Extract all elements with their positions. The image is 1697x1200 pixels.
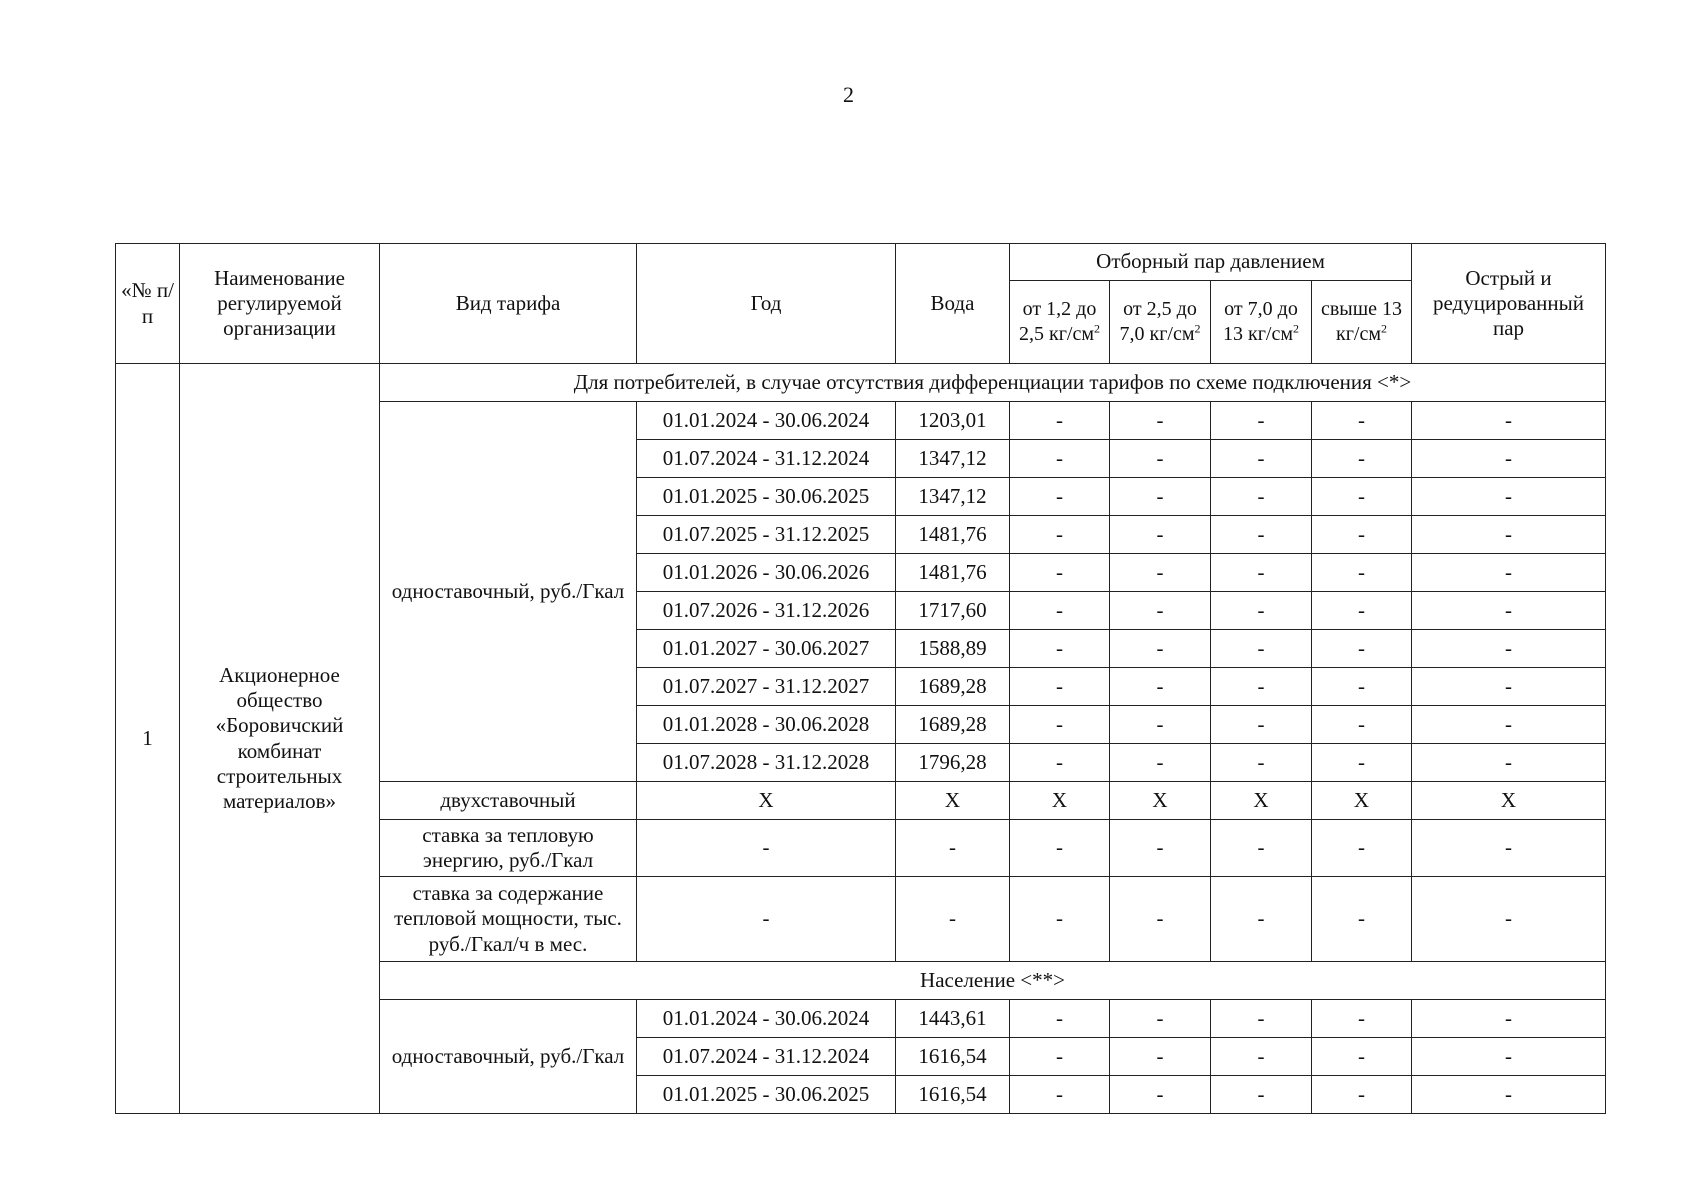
header-year: Год [637,244,896,364]
p1-value: - [1010,668,1110,706]
p4-value: - [1312,478,1412,516]
period-cell: 01.01.2028 - 30.06.2028 [637,706,896,744]
period-cell: 01.01.2026 - 30.06.2026 [637,554,896,592]
p2-value: - [1110,516,1211,554]
p1-value: - [1010,402,1110,440]
water-value: 1616,54 [896,1038,1010,1076]
year-value: - [637,820,896,877]
p2-value: - [1110,1038,1211,1076]
p2-value: - [1110,877,1211,962]
header-water: Вода [896,244,1010,364]
p2-value: - [1110,402,1211,440]
p4-value: - [1312,402,1412,440]
p2-value: - [1110,1076,1211,1114]
header-num: «№ п/п [116,244,180,364]
p2-value: - [1110,1000,1211,1038]
p3-value: - [1211,440,1312,478]
p3-value: Х [1211,782,1312,820]
header-pressure-1: от 1,2 до 2,5 $кг/см^2$ [1010,281,1110,364]
heat-energy-rate-row-label: ставка за тепловую энергию, руб./Гкал [380,820,637,877]
p3-value: - [1211,516,1312,554]
water-value: 1347,12 [896,478,1010,516]
sharp-value: - [1412,1076,1606,1114]
organization-name: Акционерное общество «Боровичский комбинат строительных материалов» [180,364,380,1114]
page-number: 2 [843,82,854,107]
sharp-value: - [1412,877,1606,962]
p4-value: - [1312,1000,1412,1038]
header-pressure-3: от 7,0 до 13 $кг/см^2$ [1211,281,1312,364]
period-cell: 01.07.2024 - 31.12.2024 [637,1038,896,1076]
water-value: 1689,28 [896,706,1010,744]
p2-value: - [1110,820,1211,877]
period-cell: 01.01.2024 - 30.06.2024 [637,1000,896,1038]
p1-value: - [1010,744,1110,782]
header-steam-group: Отборный пар давлением [1010,244,1412,281]
p3-value: - [1211,706,1312,744]
single-rate-label: одноставочный, руб./Гкал [380,1000,637,1114]
p2-value: - [1110,554,1211,592]
header-row [116,244,1606,281]
p4-value: - [1312,440,1412,478]
p1-value: - [1010,1076,1110,1114]
p1-value: - [1010,478,1110,516]
p3-value: - [1211,554,1312,592]
p4-value: - [1312,554,1412,592]
sharp-value: - [1412,668,1606,706]
p1-value: - [1010,877,1110,962]
p3-value: - [1211,630,1312,668]
period-cell: 01.01.2027 - 30.06.2027 [637,630,896,668]
water-value: 1796,28 [896,744,1010,782]
sharp-value: - [1412,440,1606,478]
p1-value: - [1010,820,1110,877]
row-number: 1 [116,364,180,1114]
p2-value: - [1110,592,1211,630]
p3-value: - [1211,668,1312,706]
sharp-value: - [1412,516,1606,554]
sharp-value: - [1412,706,1606,744]
header-tariff-type: Вид тарифа [380,244,637,364]
two-rate-row-label: двухставочный [380,782,637,820]
water-value: 1717,60 [896,592,1010,630]
p2-value: Х [1110,782,1211,820]
p4-value: - [1312,1076,1412,1114]
p1-value: - [1010,516,1110,554]
water-value: 1588,89 [896,630,1010,668]
header-pressure-2: от 2,5 до 7,0 $кг/см^2$ [1110,281,1211,364]
p2-value: - [1110,630,1211,668]
p4-value: - [1312,820,1412,877]
sharp-value: - [1412,630,1606,668]
sharp-value: Х [1412,782,1606,820]
p3-value: - [1211,1038,1312,1076]
p1-value: - [1010,630,1110,668]
p2-value: - [1110,706,1211,744]
period-cell: 01.01.2025 - 30.06.2025 [637,478,896,516]
p1-value: Х [1010,782,1110,820]
p4-value: - [1312,516,1412,554]
section-title-row [116,364,1606,402]
p1-value: - [1010,592,1110,630]
p3-value: - [1211,1000,1312,1038]
p1-value: - [1010,706,1110,744]
sharp-value: - [1412,744,1606,782]
period-cell: 01.07.2027 - 31.12.2027 [637,668,896,706]
sharp-value: - [1412,478,1606,516]
period-cell: 01.07.2026 - 31.12.2026 [637,592,896,630]
p4-value: - [1312,630,1412,668]
period-cell: 01.07.2025 - 31.12.2025 [637,516,896,554]
sharp-value: - [1412,554,1606,592]
header-org: Наименование регулируемой организации [180,244,380,364]
water-value: 1481,76 [896,554,1010,592]
single-rate-label: одноставочный, руб./Гкал [380,402,637,782]
p1-value: - [1010,440,1110,478]
p4-value: - [1312,592,1412,630]
p3-value: - [1211,592,1312,630]
year-value: Х [637,782,896,820]
sharp-value: - [1412,820,1606,877]
sharp-value: - [1412,402,1606,440]
water-value: Х [896,782,1010,820]
section-title: Для потребителей, в случае отсутствия дифференциации тарифов по схеме подключения <*> [380,364,1606,402]
period-cell: 01.07.2024 - 31.12.2024 [637,440,896,478]
capacity-rate-row-label: ставка за содержание тепловой мощности, тыс. руб./Гкал/ч в мес. [380,877,637,962]
p1-value: - [1010,1038,1110,1076]
water-value: 1443,61 [896,1000,1010,1038]
tariff-table [115,243,1606,1114]
p2-value: - [1110,440,1211,478]
p3-value: - [1211,820,1312,877]
p4-value: - [1312,706,1412,744]
p3-value: - [1211,744,1312,782]
water-value: 1203,01 [896,402,1010,440]
water-value: 1616,54 [896,1076,1010,1114]
header-sharp-steam: Острый и редуцированный пар [1412,244,1606,364]
water-value: 1481,76 [896,516,1010,554]
p4-value: - [1312,877,1412,962]
year-value: - [637,877,896,962]
sharp-value: - [1412,1038,1606,1076]
p3-value: - [1211,877,1312,962]
sharp-value: - [1412,592,1606,630]
section-title: Население <**> [380,962,1606,1000]
p2-value: - [1110,744,1211,782]
p3-value: - [1211,1076,1312,1114]
p3-value: - [1211,478,1312,516]
p1-value: - [1010,554,1110,592]
water-value: 1347,12 [896,440,1010,478]
p3-value: - [1211,402,1312,440]
period-cell: 01.07.2028 - 31.12.2028 [637,744,896,782]
period-cell: 01.01.2024 - 30.06.2024 [637,402,896,440]
header-pressure-4: свыше 13 $кг/см^2$ [1312,281,1412,364]
period-cell: 01.01.2025 - 30.06.2025 [637,1076,896,1114]
p4-value: Х [1312,782,1412,820]
water-value: 1689,28 [896,668,1010,706]
p4-value: - [1312,744,1412,782]
sharp-value: - [1412,1000,1606,1038]
water-value: - [896,877,1010,962]
p4-value: - [1312,1038,1412,1076]
p4-value: - [1312,668,1412,706]
p2-value: - [1110,668,1211,706]
p2-value: - [1110,478,1211,516]
p1-value: - [1010,1000,1110,1038]
water-value: - [896,820,1010,877]
